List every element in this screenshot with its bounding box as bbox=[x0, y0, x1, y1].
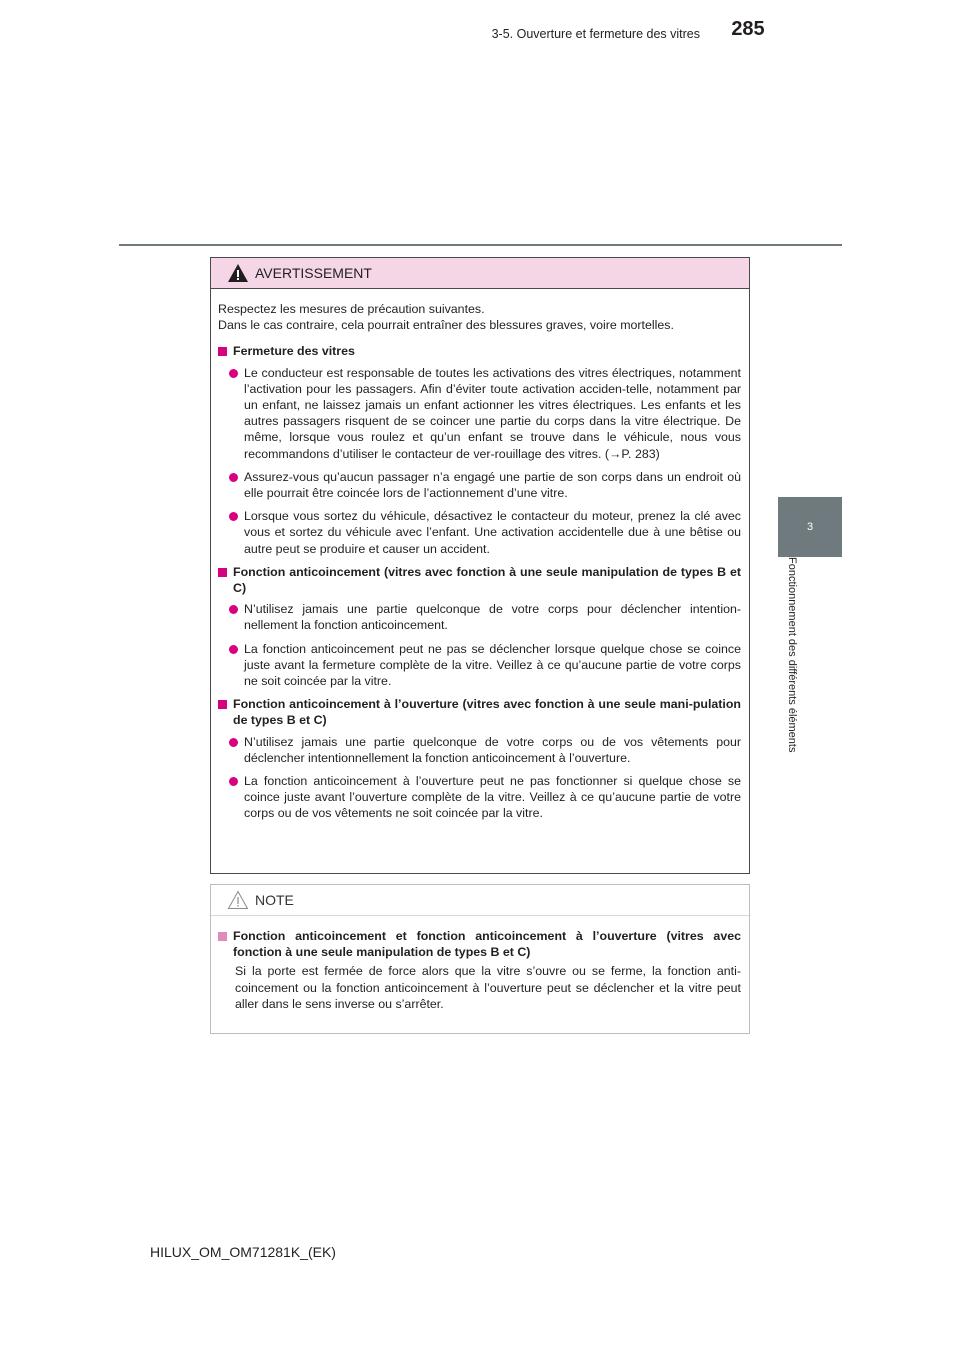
list-item bbox=[229, 508, 741, 557]
note-box bbox=[210, 884, 750, 1034]
note-body bbox=[211, 916, 749, 1012]
list-item bbox=[229, 365, 741, 462]
note-paragraph: Si la porte est fermée de force alors que la vitre s’ouvre ou se ferme, la fonction anti-coincement ou la fonction anticoincement à l’ouverture peut se déclencher et la vitre peut aller dans le sens inverse ou s’arrêter. bbox=[235, 964, 741, 1011]
chapter-title-rail bbox=[778, 557, 806, 825]
header-rule bbox=[119, 244, 842, 246]
square-bullet-icon bbox=[218, 700, 227, 709]
document-code: HILUX_OM_OM71281K_(EK) bbox=[150, 1244, 336, 1260]
chapter-number: 3 bbox=[806, 521, 814, 533]
section-heading bbox=[218, 343, 741, 359]
warning-section-jam-protection bbox=[218, 564, 741, 689]
chapter-title: Fonctionnement des différents éléments bbox=[786, 557, 798, 753]
list-item-text: N’utilisez jamais une partie quelconque de votre corps pour déclencher intention-nellement la fonction anticoincement. bbox=[244, 602, 741, 633]
list-item bbox=[229, 641, 741, 690]
warning-intro-line: Dans le cas contraire, cela pourrait entraîner des blessures graves, voire mortelles. bbox=[218, 318, 674, 333]
chapter-tab bbox=[778, 497, 842, 557]
warning-header bbox=[211, 258, 749, 289]
circle-bullet-icon bbox=[229, 777, 238, 786]
section-heading bbox=[218, 928, 741, 960]
warning-section-opening-jam-protection bbox=[218, 696, 741, 821]
warning-body bbox=[211, 289, 749, 822]
list-item-text: Le conducteur est responsable de toutes les activations des vitres électriques, notamment l’activation pour les passagers. Afin d’éviter toute activation acciden-telle, notamment par un enfant, ne laissez jamais un enfant actionner les vitres électriques. Les enfants et les autres passagers risquent de se coincer une partie du corps dans la vitre électrique. De même, lorsque vous roulez et qu’un enfant se trouve dans le véhicule, nous vous recommandons d’utiliser le contacteur de ver-rouillage des vitres. (→P. 283) bbox=[244, 365, 741, 461]
warning-box bbox=[210, 257, 750, 874]
warning-intro-line: Respectez les mesures de précaution suivantes. bbox=[218, 302, 485, 316]
list-item bbox=[229, 601, 741, 633]
list-item bbox=[229, 469, 741, 501]
circle-bullet-icon bbox=[229, 645, 238, 654]
list-item-text: Lorsque vous sortez du véhicule, désactivez le contacteur du moteur, prenez la clé avec vous et sortez du véhicule avec l’enfant. Une activation accidentelle due à une bêtise ou autre peut se produire et causer un accident. bbox=[244, 509, 741, 556]
section-title: Fonction anticoincement et fonction anticoincement à l’ouverture (vitres avec fonction à une seule manipulation de types B et C) bbox=[233, 929, 741, 960]
section-title: Fonction anticoincement (vitres avec fonction à une seule manipulation de types B et C) bbox=[233, 564, 741, 596]
warning-triangle-icon bbox=[227, 263, 249, 283]
list-item bbox=[229, 773, 741, 822]
header-section-title: 3-5. Ouverture et fermeture des vitres bbox=[491, 27, 700, 41]
note-heading: NOTE bbox=[255, 892, 294, 908]
square-bullet-icon bbox=[218, 568, 227, 577]
section-title: Fonction anticoincement à l’ouverture (vitres avec fonction à une seule mani-pulation de types B et C) bbox=[233, 697, 741, 728]
square-bullet-icon bbox=[218, 347, 227, 356]
note-header bbox=[211, 885, 749, 916]
page-number: 285 bbox=[731, 18, 765, 40]
warning-section-window-closing bbox=[218, 343, 741, 556]
circle-bullet-icon bbox=[229, 512, 238, 521]
circle-bullet-icon bbox=[229, 605, 238, 614]
section-heading bbox=[218, 564, 741, 596]
list-item-text: La fonction anticoincement à l’ouverture peut ne pas fonctionner si quelque chose se coince juste avant l’ouverture complète de la vitre. Veillez à ce qu’aucune partie de votre corps ou de vos vêtements ne soit coincée par la vitre. bbox=[244, 774, 741, 821]
square-bullet-icon bbox=[218, 932, 227, 941]
section-heading bbox=[218, 696, 741, 728]
list-item-text: N’utilisez jamais une partie quelconque de votre corps ou de vos vêtements pour déclencher intentionnellement la fonction anticoincement à l’ouverture. bbox=[244, 734, 741, 765]
list-item bbox=[229, 734, 741, 766]
warning-heading: AVERTISSEMENT bbox=[255, 265, 372, 281]
circle-bullet-icon bbox=[229, 369, 238, 378]
section-title: Fermeture des vitres bbox=[233, 344, 355, 359]
list-item-text: Assurez-vous qu’aucun passager n’a engagé une partie de son corps dans un endroit où elle pourrait être coincée lors de l’actionnement d’une vitre. bbox=[244, 469, 741, 501]
warning-intro bbox=[218, 301, 741, 333]
list-item-text: La fonction anticoincement peut ne pas se déclencher lorsque quelque chose se coince juste avant la fermeture complète de la vitre. Veillez à ce qu’aucune partie de votre corps ne soit coincée par la vitre. bbox=[244, 641, 741, 689]
circle-bullet-icon bbox=[229, 473, 238, 482]
circle-bullet-icon bbox=[229, 738, 238, 747]
caution-triangle-outline-icon bbox=[227, 890, 249, 910]
